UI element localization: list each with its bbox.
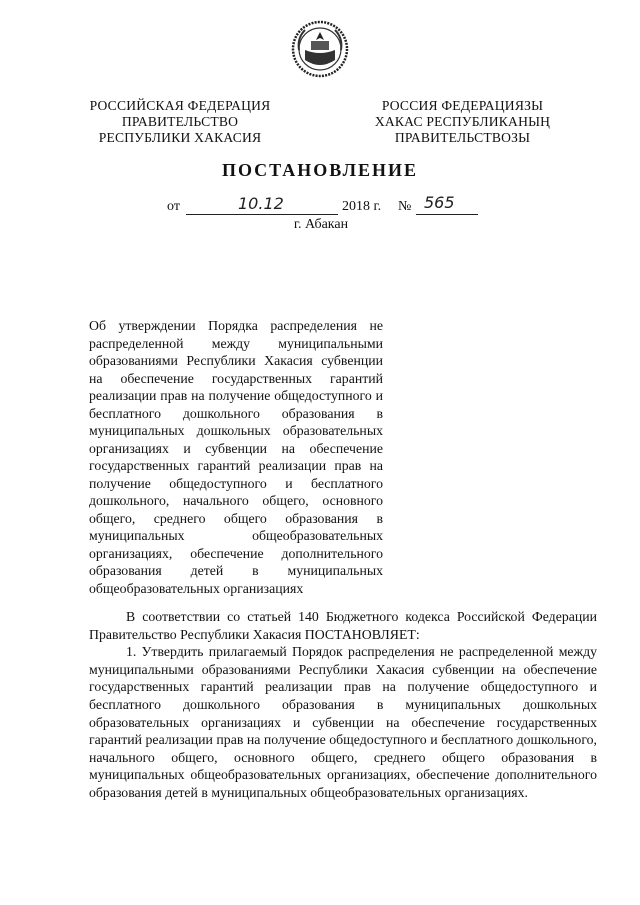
city-label: г. Абакан [293,217,349,232]
from-label: от [167,199,180,214]
header-right-line: ПРАВИТЕЛЬСТВОЗЫ [394,130,531,145]
number-label: № [398,199,412,214]
header-right-line: РОССИЯ ФЕДЕРАЦИЯЗЫ [381,98,544,113]
header-left-line: РОССИЙСКАЯ ФЕДЕРАЦИЯ [89,98,271,113]
body-paragraph: 1. Утвердить прилагаемый Порядок распределения не распределенной между муниципальными образованиями Республики Хакасия субвенции на обеспечение государственных гарантий реализации прав на получение общедоступного и бесплатного дошкольного образования в муниципальных дошкольных образовательных организациях и субвенции на обеспечение государственных гарантий реализации прав на получение общедоступного и бесплатного дошкольного, начального общего, основного общего, среднего общего образования в муниципальных общеобразовательных организациях, обеспечение дополнительного образования детей в муниципальных общеобразовательных организациях. [89,644,597,800]
date-number-line [0,193,640,216]
header-left-block [80,98,280,146]
document-body [89,608,597,802]
year-label: 2018 г. [342,199,382,214]
header-left-line: ПРАВИТЕЛЬСТВО [121,114,239,129]
handwritten-number: 565 [424,193,455,212]
header-right-line: ХАКАС РЕСПУБЛИКАНЫҢ [374,114,551,129]
coat-of-arms-emblem [291,20,349,78]
document-title: ПОСТАНОВЛЕНИЕ [221,160,419,180]
document-subject: Об утверждении Порядка распределения не распределенной между муниципальными образованиями Республики Хакасия субвенции на обеспечение государственных гарантий реализации прав на получение общедоступного и бесплатного дошкольного образования в муниципальных дошкольных образовательных организациях и субвенции на обеспечение государственных гарантий реализации прав на получение общедоступного и бесплатного дошкольного, начального общего, основного общего, среднего общего образования в муниципальных общеобразовательных организациях, обеспечение дополнительного образования детей в муниципальных общеобразовательных организациях [89,318,383,596]
header-right-block [355,98,570,146]
handwritten-date: 10.12 [238,194,284,213]
body-paragraph: В соответствии со статьей 140 Бюджетного кодекса Российской Федерации Правительство Республики Хакасия ПОСТАНОВЛЯЕТ: [89,609,597,642]
header-left-line: РЕСПУБЛИКИ ХАКАСИЯ [98,130,262,145]
